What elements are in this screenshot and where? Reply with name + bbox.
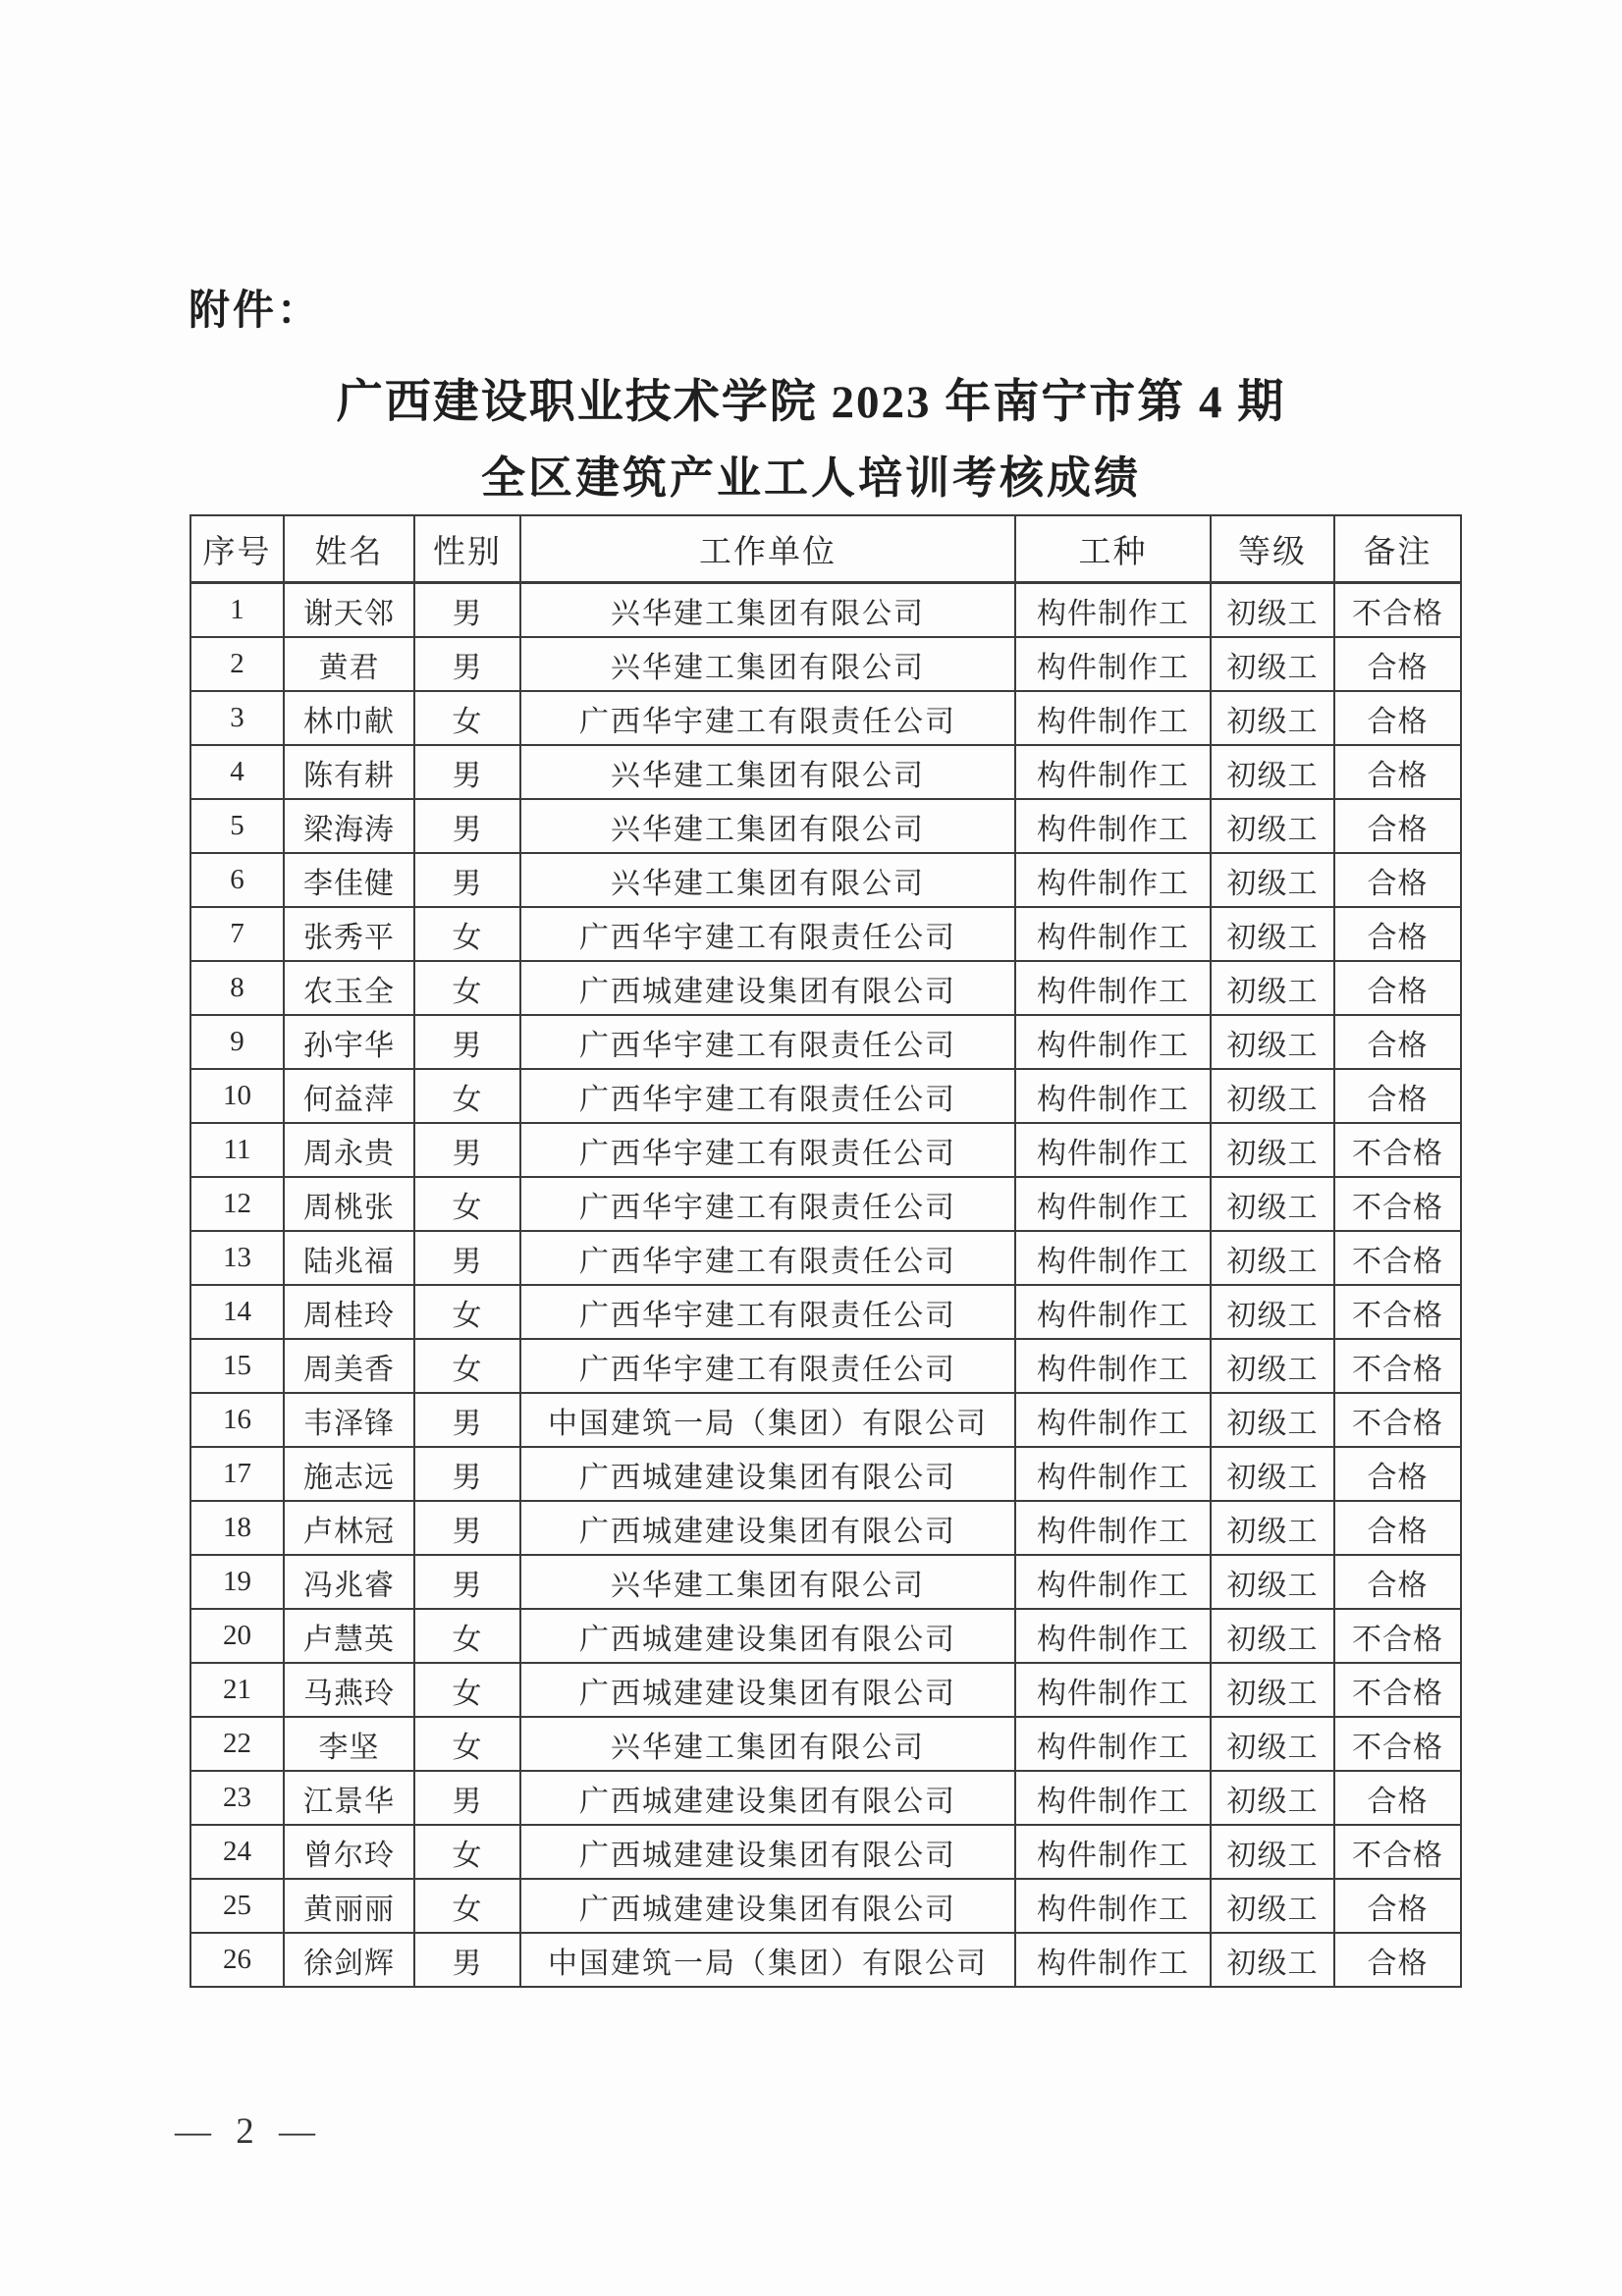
header-seq: 序号 xyxy=(190,515,284,583)
results-table-body xyxy=(190,583,1461,1988)
cell-name: 李坚 xyxy=(284,1717,414,1771)
cell-level: 初级工 xyxy=(1211,583,1334,638)
cell-employer: 广西城建建设集团有限公司 xyxy=(520,1609,1015,1663)
cell-gender: 女 xyxy=(414,1663,520,1717)
cell-level: 初级工 xyxy=(1211,1447,1334,1501)
cell-seq: 5 xyxy=(190,799,284,853)
cell-trade: 构件制作工 xyxy=(1015,853,1211,907)
cell-name: 周美香 xyxy=(284,1339,414,1393)
header-remark: 备注 xyxy=(1334,515,1461,583)
table-row xyxy=(190,637,1461,691)
cell-trade: 构件制作工 xyxy=(1015,1771,1211,1825)
cell-name: 孙宇华 xyxy=(284,1015,414,1069)
cell-remark: 不合格 xyxy=(1334,1393,1461,1447)
cell-trade: 构件制作工 xyxy=(1015,1339,1211,1393)
results-table xyxy=(189,514,1462,1988)
cell-remark: 合格 xyxy=(1334,1501,1461,1555)
cell-trade: 构件制作工 xyxy=(1015,961,1211,1015)
cell-seq: 19 xyxy=(190,1555,284,1609)
cell-seq: 16 xyxy=(190,1393,284,1447)
cell-gender: 男 xyxy=(414,745,520,799)
cell-remark: 合格 xyxy=(1334,1447,1461,1501)
cell-remark: 不合格 xyxy=(1334,1123,1461,1177)
cell-employer: 广西华宇建工有限责任公司 xyxy=(520,1069,1015,1123)
cell-level: 初级工 xyxy=(1211,1123,1334,1177)
header-gender: 性别 xyxy=(414,515,520,583)
cell-remark: 合格 xyxy=(1334,637,1461,691)
table-row xyxy=(190,691,1461,745)
cell-employer: 广西华宇建工有限责任公司 xyxy=(520,1123,1015,1177)
cell-seq: 26 xyxy=(190,1933,284,1987)
cell-name: 徐剑辉 xyxy=(284,1933,414,1987)
cell-seq: 22 xyxy=(190,1717,284,1771)
table-row xyxy=(190,1393,1461,1447)
cell-employer: 广西城建建设集团有限公司 xyxy=(520,1501,1015,1555)
cell-remark: 不合格 xyxy=(1334,1717,1461,1771)
cell-gender: 男 xyxy=(414,1231,520,1285)
cell-level: 初级工 xyxy=(1211,1717,1334,1771)
table-row xyxy=(190,1177,1461,1231)
cell-level: 初级工 xyxy=(1211,691,1334,745)
cell-name: 陆兆福 xyxy=(284,1231,414,1285)
document-title-line-2: 全区建筑产业工人培训考核成绩 xyxy=(480,454,1141,503)
results-table-header xyxy=(190,515,1461,583)
cell-trade: 构件制作工 xyxy=(1015,1933,1211,1987)
table-row xyxy=(190,1555,1461,1609)
cell-level: 初级工 xyxy=(1211,637,1334,691)
cell-name: 周桂玲 xyxy=(284,1285,414,1339)
cell-name: 冯兆睿 xyxy=(284,1555,414,1609)
cell-gender: 男 xyxy=(414,1393,520,1447)
table-row xyxy=(190,1015,1461,1069)
cell-gender: 女 xyxy=(414,1825,520,1879)
table-row xyxy=(190,1069,1461,1123)
cell-name: 曾尔玲 xyxy=(284,1825,414,1879)
cell-gender: 男 xyxy=(414,853,520,907)
cell-gender: 女 xyxy=(414,1879,520,1933)
cell-level: 初级工 xyxy=(1211,1339,1334,1393)
cell-name: 李佳健 xyxy=(284,853,414,907)
cell-level: 初级工 xyxy=(1211,1879,1334,1933)
cell-name: 周永贵 xyxy=(284,1123,414,1177)
table-row xyxy=(190,799,1461,853)
cell-trade: 构件制作工 xyxy=(1015,583,1211,638)
cell-seq: 20 xyxy=(190,1609,284,1663)
table-row xyxy=(190,1123,1461,1177)
cell-gender: 男 xyxy=(414,1933,520,1987)
cell-gender: 男 xyxy=(414,1555,520,1609)
cell-employer: 兴华建工集团有限公司 xyxy=(520,745,1015,799)
table-row xyxy=(190,583,1461,638)
header-trade: 工种 xyxy=(1015,515,1211,583)
cell-seq: 18 xyxy=(190,1501,284,1555)
cell-gender: 男 xyxy=(414,1447,520,1501)
cell-trade: 构件制作工 xyxy=(1015,1069,1211,1123)
cell-trade: 构件制作工 xyxy=(1015,799,1211,853)
table-row xyxy=(190,1501,1461,1555)
table-row xyxy=(190,1447,1461,1501)
cell-level: 初级工 xyxy=(1211,799,1334,853)
cell-trade: 构件制作工 xyxy=(1015,1879,1211,1933)
cell-gender: 男 xyxy=(414,637,520,691)
cell-employer: 兴华建工集团有限公司 xyxy=(520,637,1015,691)
cell-seq: 4 xyxy=(190,745,284,799)
cell-level: 初级工 xyxy=(1211,1825,1334,1879)
cell-remark: 合格 xyxy=(1334,1771,1461,1825)
header-level: 等级 xyxy=(1211,515,1334,583)
cell-name: 周桃张 xyxy=(284,1177,414,1231)
table-row xyxy=(190,1609,1461,1663)
cell-level: 初级工 xyxy=(1211,1933,1334,1987)
cell-seq: 1 xyxy=(190,583,284,638)
cell-trade: 构件制作工 xyxy=(1015,691,1211,745)
cell-employer: 兴华建工集团有限公司 xyxy=(520,1555,1015,1609)
cell-trade: 构件制作工 xyxy=(1015,1717,1211,1771)
document-title-line-1: 广西建设职业技术学院 2023 年南宁市第 4 期 xyxy=(336,377,1286,428)
cell-trade: 构件制作工 xyxy=(1015,637,1211,691)
cell-seq: 12 xyxy=(190,1177,284,1231)
cell-remark: 不合格 xyxy=(1334,1825,1461,1879)
cell-remark: 合格 xyxy=(1334,907,1461,961)
cell-name: 卢林冠 xyxy=(284,1501,414,1555)
cell-level: 初级工 xyxy=(1211,745,1334,799)
cell-name: 张秀平 xyxy=(284,907,414,961)
cell-seq: 2 xyxy=(190,637,284,691)
table-row xyxy=(190,1231,1461,1285)
cell-name: 江景华 xyxy=(284,1771,414,1825)
page-number: — 2 — xyxy=(175,2111,323,2152)
cell-employer: 广西城建建设集团有限公司 xyxy=(520,961,1015,1015)
cell-employer: 广西城建建设集团有限公司 xyxy=(520,1771,1015,1825)
cell-gender: 男 xyxy=(414,583,520,638)
cell-level: 初级工 xyxy=(1211,1609,1334,1663)
cell-employer: 广西城建建设集团有限公司 xyxy=(520,1663,1015,1717)
cell-level: 初级工 xyxy=(1211,907,1334,961)
cell-level: 初级工 xyxy=(1211,1015,1334,1069)
cell-gender: 男 xyxy=(414,1771,520,1825)
cell-remark: 合格 xyxy=(1334,691,1461,745)
cell-gender: 女 xyxy=(414,1609,520,1663)
cell-gender: 男 xyxy=(414,1015,520,1069)
cell-remark: 合格 xyxy=(1334,1555,1461,1609)
cell-name: 卢慧英 xyxy=(284,1609,414,1663)
cell-level: 初级工 xyxy=(1211,961,1334,1015)
cell-seq: 15 xyxy=(190,1339,284,1393)
cell-employer: 中国建筑一局（集团）有限公司 xyxy=(520,1393,1015,1447)
cell-seq: 17 xyxy=(190,1447,284,1501)
cell-remark: 合格 xyxy=(1334,1879,1461,1933)
cell-trade: 构件制作工 xyxy=(1015,745,1211,799)
cell-employer: 广西华宇建工有限责任公司 xyxy=(520,1285,1015,1339)
cell-seq: 8 xyxy=(190,961,284,1015)
cell-remark: 不合格 xyxy=(1334,583,1461,638)
cell-gender: 男 xyxy=(414,1501,520,1555)
cell-name: 谢天邻 xyxy=(284,583,414,638)
cell-name: 黄丽丽 xyxy=(284,1879,414,1933)
cell-gender: 女 xyxy=(414,1717,520,1771)
cell-employer: 兴华建工集团有限公司 xyxy=(520,1717,1015,1771)
cell-employer: 兴华建工集团有限公司 xyxy=(520,799,1015,853)
table-row xyxy=(190,1663,1461,1717)
cell-remark: 合格 xyxy=(1334,1933,1461,1987)
cell-name: 黄君 xyxy=(284,637,414,691)
cell-name: 施志远 xyxy=(284,1447,414,1501)
table-row xyxy=(190,1933,1461,1987)
cell-trade: 构件制作工 xyxy=(1015,1609,1211,1663)
cell-employer: 广西华宇建工有限责任公司 xyxy=(520,691,1015,745)
cell-trade: 构件制作工 xyxy=(1015,1231,1211,1285)
cell-level: 初级工 xyxy=(1211,1231,1334,1285)
cell-trade: 构件制作工 xyxy=(1015,1015,1211,1069)
cell-employer: 广西城建建设集团有限公司 xyxy=(520,1447,1015,1501)
cell-employer: 广西华宇建工有限责任公司 xyxy=(520,1231,1015,1285)
cell-employer: 广西华宇建工有限责任公司 xyxy=(520,1177,1015,1231)
cell-gender: 男 xyxy=(414,1123,520,1177)
cell-name: 韦泽锋 xyxy=(284,1393,414,1447)
table-row xyxy=(190,907,1461,961)
cell-remark: 合格 xyxy=(1334,799,1461,853)
cell-employer: 广西华宇建工有限责任公司 xyxy=(520,1015,1015,1069)
cell-level: 初级工 xyxy=(1211,1285,1334,1339)
cell-seq: 25 xyxy=(190,1879,284,1933)
cell-remark: 不合格 xyxy=(1334,1177,1461,1231)
table-row xyxy=(190,1879,1461,1933)
header-name: 姓名 xyxy=(284,515,414,583)
cell-seq: 9 xyxy=(190,1015,284,1069)
cell-remark: 合格 xyxy=(1334,1015,1461,1069)
cell-seq: 3 xyxy=(190,691,284,745)
cell-employer: 广西华宇建工有限责任公司 xyxy=(520,907,1015,961)
table-row xyxy=(190,1339,1461,1393)
cell-gender: 女 xyxy=(414,1339,520,1393)
cell-seq: 24 xyxy=(190,1825,284,1879)
cell-gender: 女 xyxy=(414,1177,520,1231)
cell-seq: 14 xyxy=(190,1285,284,1339)
cell-remark: 不合格 xyxy=(1334,1339,1461,1393)
cell-seq: 13 xyxy=(190,1231,284,1285)
attachment-label: 附件： xyxy=(189,287,322,333)
cell-employer: 广西城建建设集团有限公司 xyxy=(520,1879,1015,1933)
table-row xyxy=(190,1285,1461,1339)
cell-name: 陈有耕 xyxy=(284,745,414,799)
cell-seq: 21 xyxy=(190,1663,284,1717)
header-employer: 工作单位 xyxy=(520,515,1015,583)
cell-remark: 合格 xyxy=(1334,745,1461,799)
table-row xyxy=(190,745,1461,799)
cell-remark: 不合格 xyxy=(1334,1609,1461,1663)
cell-gender: 男 xyxy=(414,799,520,853)
cell-trade: 构件制作工 xyxy=(1015,1501,1211,1555)
cell-seq: 7 xyxy=(190,907,284,961)
cell-level: 初级工 xyxy=(1211,1771,1334,1825)
cell-trade: 构件制作工 xyxy=(1015,1177,1211,1231)
cell-name: 梁海涛 xyxy=(284,799,414,853)
cell-remark: 合格 xyxy=(1334,853,1461,907)
cell-level: 初级工 xyxy=(1211,853,1334,907)
cell-level: 初级工 xyxy=(1211,1555,1334,1609)
cell-level: 初级工 xyxy=(1211,1501,1334,1555)
cell-employer: 兴华建工集团有限公司 xyxy=(520,583,1015,638)
cell-trade: 构件制作工 xyxy=(1015,1393,1211,1447)
cell-gender: 女 xyxy=(414,1069,520,1123)
cell-trade: 构件制作工 xyxy=(1015,1285,1211,1339)
cell-trade: 构件制作工 xyxy=(1015,1447,1211,1501)
cell-employer: 广西华宇建工有限责任公司 xyxy=(520,1339,1015,1393)
cell-trade: 构件制作工 xyxy=(1015,1663,1211,1717)
cell-name: 何益萍 xyxy=(284,1069,414,1123)
cell-gender: 女 xyxy=(414,961,520,1015)
cell-employer: 兴华建工集团有限公司 xyxy=(520,853,1015,907)
cell-gender: 女 xyxy=(414,691,520,745)
cell-seq: 11 xyxy=(190,1123,284,1177)
cell-level: 初级工 xyxy=(1211,1177,1334,1231)
cell-seq: 10 xyxy=(190,1069,284,1123)
cell-name: 马燕玲 xyxy=(284,1663,414,1717)
cell-level: 初级工 xyxy=(1211,1393,1334,1447)
table-row xyxy=(190,961,1461,1015)
cell-trade: 构件制作工 xyxy=(1015,907,1211,961)
cell-remark: 不合格 xyxy=(1334,1231,1461,1285)
cell-gender: 女 xyxy=(414,1285,520,1339)
cell-seq: 23 xyxy=(190,1771,284,1825)
cell-level: 初级工 xyxy=(1211,1663,1334,1717)
cell-remark: 合格 xyxy=(1334,961,1461,1015)
header-row xyxy=(190,515,1461,583)
table-row xyxy=(190,1771,1461,1825)
cell-gender: 女 xyxy=(414,907,520,961)
cell-employer: 中国建筑一局（集团）有限公司 xyxy=(520,1933,1015,1987)
cell-remark: 不合格 xyxy=(1334,1663,1461,1717)
cell-trade: 构件制作工 xyxy=(1015,1825,1211,1879)
table-row xyxy=(190,1825,1461,1879)
cell-remark: 合格 xyxy=(1334,1069,1461,1123)
cell-level: 初级工 xyxy=(1211,1069,1334,1123)
cell-name: 农玉全 xyxy=(284,961,414,1015)
cell-remark: 不合格 xyxy=(1334,1285,1461,1339)
cell-trade: 构件制作工 xyxy=(1015,1123,1211,1177)
cell-employer: 广西城建建设集团有限公司 xyxy=(520,1825,1015,1879)
cell-seq: 6 xyxy=(190,853,284,907)
table-row xyxy=(190,1717,1461,1771)
cell-name: 林巾献 xyxy=(284,691,414,745)
table-row xyxy=(190,853,1461,907)
cell-trade: 构件制作工 xyxy=(1015,1555,1211,1609)
